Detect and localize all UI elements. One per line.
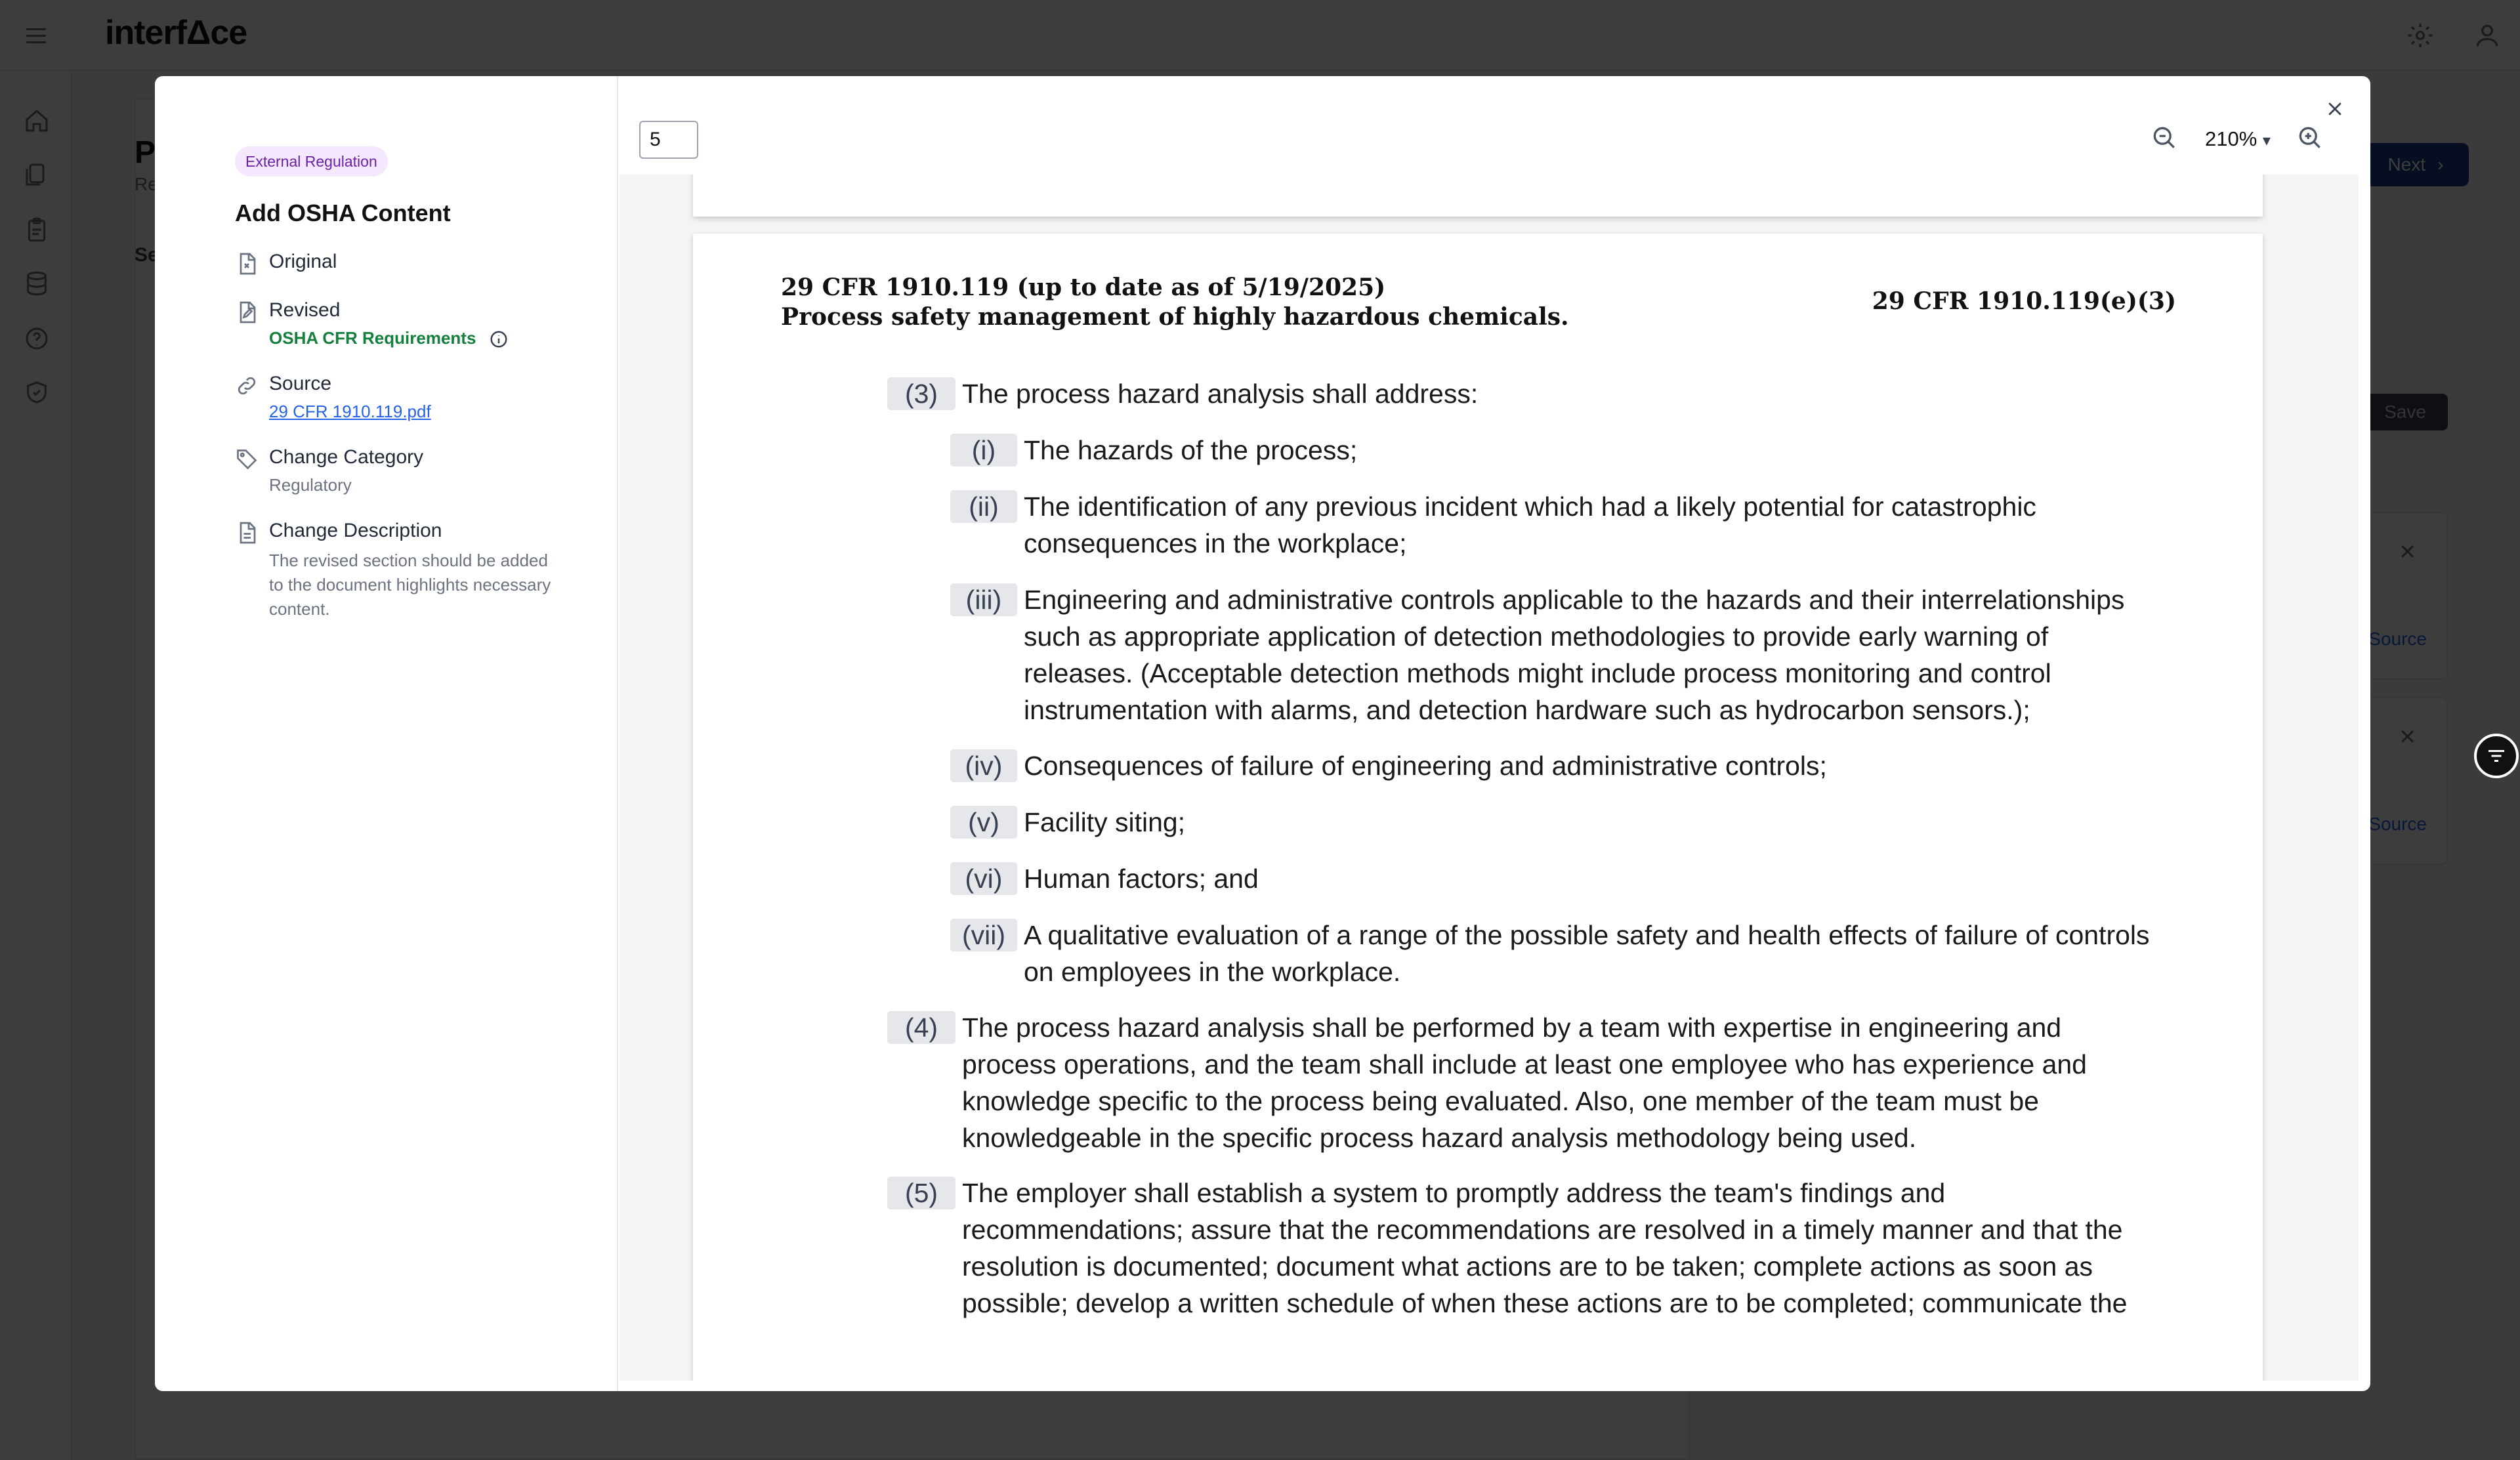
paragraph <box>887 1175 2160 1322</box>
source-label: Source <box>269 373 332 394</box>
paragraph-marker: (vi) <box>950 862 1017 895</box>
paragraph-text: The hazards of the process; <box>1024 435 1358 465</box>
close-icon <box>2325 99 2345 119</box>
paragraph <box>950 488 2160 562</box>
change-description-label: Change Description <box>269 520 442 541</box>
paragraph-text: The process hazard analysis shall address: <box>962 379 1479 409</box>
paragraph-text: Human factors; and <box>1024 864 1259 894</box>
paragraph-text: Consequences of failure of engineering and administrative controls; <box>1024 751 1827 781</box>
paragraph-text: A qualitative evaluation of a range of the possible safety and health effects of failure of controls on employees in the workplace. <box>1024 920 2150 987</box>
modal-title: Add OSHA Content <box>235 199 451 226</box>
document-header-line1: 29 CFR 1910.119 (up to date as of 5/19/2025) <box>781 274 1386 301</box>
section-reference: 29 CFR 1910.119(e)(3) <box>1872 287 2176 315</box>
paragraph <box>950 917 2160 990</box>
paragraph-text: Facility siting; <box>1024 807 1186 837</box>
paragraph-marker: (3) <box>887 377 956 410</box>
revised-value <box>269 328 509 349</box>
paragraph-marker: (v) <box>950 806 1017 839</box>
zoom-in-icon[interactable] <box>2296 123 2324 152</box>
paragraph <box>950 860 2160 897</box>
paragraph-marker: (5) <box>887 1177 956 1209</box>
info-icon[interactable] <box>489 329 509 349</box>
document-header-line2: Process safety management of highly hazardous chemicals. <box>781 303 1569 331</box>
paragraph-marker: (i) <box>950 434 1017 467</box>
zoom-level: 210% <box>2205 127 2258 150</box>
previous-page <box>693 175 2263 217</box>
link-icon <box>235 374 259 398</box>
close-modal-button[interactable] <box>2320 94 2349 123</box>
filter-fab[interactable] <box>2474 734 2519 778</box>
original-label: Original <box>269 251 337 272</box>
content-details-panel <box>155 76 618 1391</box>
change-category-value: Regulatory <box>269 475 352 495</box>
paragraph-marker: (iii) <box>950 583 1017 616</box>
change-description-value: The revised section should be added to the document highlights necessary content. <box>269 551 551 619</box>
paragraph <box>950 747 2160 784</box>
paragraph <box>887 375 2160 412</box>
paragraph <box>950 581 2160 728</box>
paragraph-text: The employer shall establish a system to promptly address the team's findings and recommendations; assure that the recommendations are resolved in a timely manner and that the resolution is documented; document what actions are to be taken; complete actions as soon as possible; develop a written schedule of when these actions are to be completed; communicate the <box>962 1178 2128 1318</box>
file-x-icon <box>235 252 259 276</box>
document-header <box>781 273 1569 332</box>
external-regulation-badge: External Regulation <box>235 146 388 177</box>
paragraph-marker: (iv) <box>950 749 1017 782</box>
revised-value-text: OSHA CFR Requirements <box>269 328 476 348</box>
revised-label: Revised <box>269 299 341 321</box>
file-text-icon <box>235 521 259 545</box>
add-osha-content-modal <box>155 76 2370 1391</box>
document-page <box>693 234 2263 1381</box>
paragraph <box>950 804 2160 841</box>
pdf-viewer <box>620 76 2370 1391</box>
source-file-link[interactable]: 29 CFR 1910.119.pdf <box>269 402 431 421</box>
zoom-level-select[interactable] <box>2205 127 2271 151</box>
paragraph-marker: (4) <box>887 1011 956 1044</box>
paragraph-text: The process hazard analysis shall be performed by a team with expertise in engineering and process operations, and the team shall include at least one employee who has experience and knowledge specific to the process being evaluated. Also, one member of the team must be knowledgeable in the specific process hazard analysis methodology being used. <box>962 1012 2087 1153</box>
chevron-down-icon: ▾ <box>2262 132 2271 150</box>
paragraph-text: Engineering and administrative controls applicable to the hazards and their interrelationships such as appropriate application of detection methodologies to provide early warning of releases. (Acceptable detection methods might include process monitoring and control instrumentation with alarms, and detection hardware such as hydrocarbon sensors.); <box>1024 585 2125 725</box>
change-category-label: Change Category <box>269 446 424 468</box>
filter-icon <box>2485 744 2508 768</box>
paragraph-text: The identification of any previous incident which had a likely potential for catastrophic consequences in the workplace; <box>1024 491 2036 558</box>
zoom-out-icon[interactable] <box>2150 123 2179 152</box>
paragraph <box>887 1009 2160 1156</box>
paragraph-marker: (ii) <box>950 490 1017 523</box>
file-edit-icon <box>235 301 259 324</box>
document-scroll-area[interactable] <box>620 175 2359 1381</box>
page-number-input[interactable] <box>639 121 698 159</box>
tag-icon <box>235 448 259 471</box>
paragraph-marker: (vii) <box>950 919 1017 951</box>
paragraph <box>950 432 2160 469</box>
